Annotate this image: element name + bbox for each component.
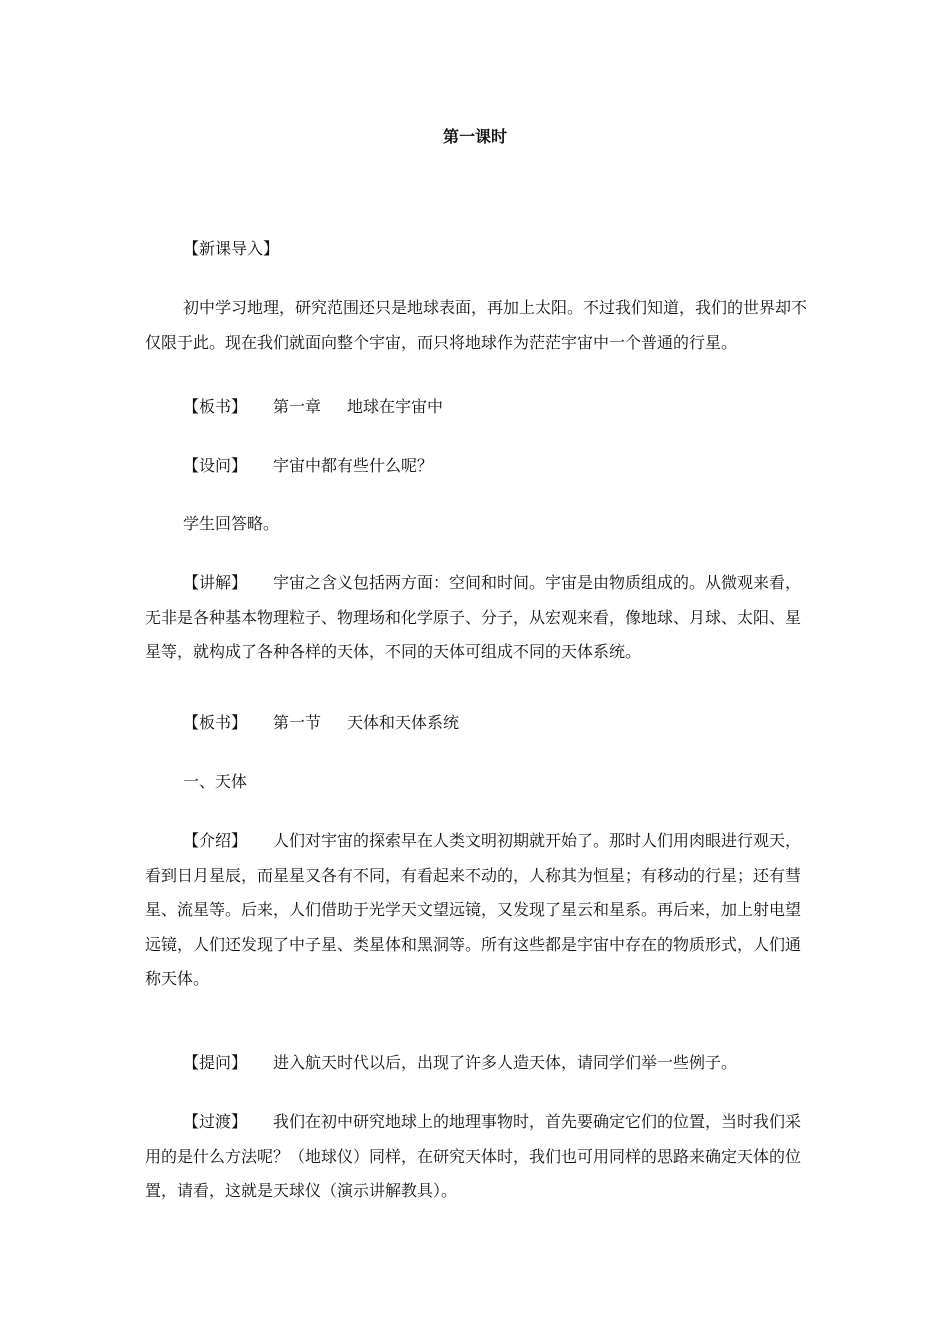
board-note-section bbox=[145, 706, 809, 741]
board-tag: 【板书】 bbox=[183, 397, 248, 416]
question-text: 宇宙中都有些什么呢？ bbox=[273, 456, 434, 475]
subheading: 一、天体 bbox=[183, 772, 248, 791]
chapter-title: 地球在宇宙中 bbox=[347, 397, 444, 416]
explain-text: 宇宙之含义包括两方面：空间和时间。宇宙是由物质组成的。从微观来看，无非是各种基本物理粒子、物理场和化学原子、分子，从宏观来看，像地球、月球、太阳、星星等，就构成了各种各样的天体，不同的天体可组成不同的天体系统。 bbox=[145, 573, 802, 661]
ask-text: 进入航天时代以后，出现了许多人造天体，请同学们举一些例子。 bbox=[273, 1053, 738, 1072]
introduce-paragraph bbox=[145, 824, 809, 997]
board-tag-2: 【板书】 bbox=[183, 713, 248, 732]
board-note-chapter bbox=[145, 390, 809, 425]
transition-text: 我们在初中研究地球上的地理事物时，首先要确定它们的位置，当时我们采用的是什么方法呢？（地球仪）同样，在研究天体时，我们也可用同样的思路来确定天体的位置，请看，这就是天球仪（演示讲解教具）。 bbox=[145, 1112, 802, 1200]
question-one bbox=[145, 449, 809, 484]
question-two bbox=[145, 1046, 809, 1081]
ask-tag: 【提问】 bbox=[183, 1053, 248, 1072]
page-title: 第一课时 bbox=[442, 127, 507, 146]
chapter-label: 第一章 bbox=[273, 397, 322, 416]
introduce-text: 人们对宇宙的探索早在人类文明初期就开始了。那时人们用肉眼进行观天，看到日月星辰，而星星又各有不同，有看起来不动的，人称其为恒星；有移动的行星；还有彗星、流星等。后来，人们借助于光学天文望远镜，又发现了星云和星系。再后来，加上射电望远镜，人们还发现了中子星、类星体和黑洞等。所有这些都是宇宙中存在的物质形式，人们通称天体。 bbox=[145, 831, 802, 988]
explanation-paragraph bbox=[145, 566, 809, 670]
section-label: 第一节 bbox=[273, 713, 322, 732]
transition-tag: 【过渡】 bbox=[183, 1112, 248, 1131]
section-title: 天体和天体系统 bbox=[347, 713, 460, 732]
student-answer: 学生回答略。 bbox=[183, 514, 280, 533]
intro-heading: 【新课导入】 bbox=[183, 239, 280, 258]
introduce-tag: 【介绍】 bbox=[183, 831, 248, 850]
intro-paragraph: 初中学习地理，研究范围还只是地球表面，再加上太阳。不过我们知道，我们的世界却不仅限于此。现在我们就面向整个宇宙，而只将地球作为茫茫宇宙中一个普通的行星。 bbox=[145, 298, 808, 352]
transition-paragraph bbox=[145, 1105, 809, 1209]
explain-tag: 【讲解】 bbox=[183, 573, 248, 592]
question-tag: 【设问】 bbox=[183, 456, 248, 475]
